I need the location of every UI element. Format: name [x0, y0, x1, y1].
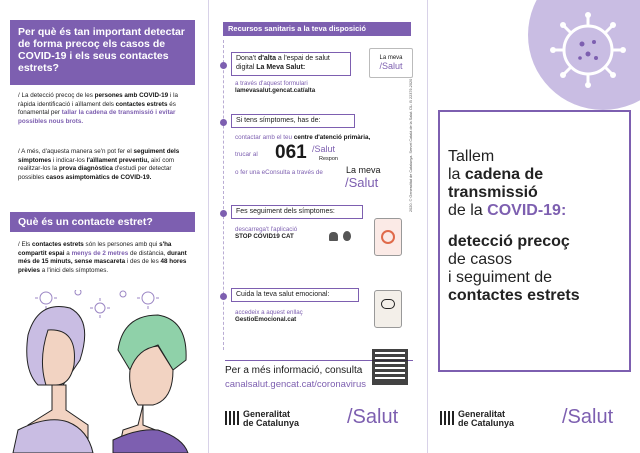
- salut-respon-brand: /Salut: [312, 144, 336, 154]
- title-line-1: Tallem: [448, 148, 495, 165]
- importance-header: Per què és tan important detectar de forma precoç els casos de COVID-19 i els seus contactes estrets?: [10, 20, 195, 85]
- emotional-health-box: Cuida la teva salut emocional:: [231, 288, 359, 302]
- subtitle-line-2: de casos: [448, 251, 513, 268]
- emotional-link[interactable]: GestioEmocional.cat: [235, 316, 297, 324]
- more-info-link[interactable]: canalsalut.gencat.cat/coronavirus: [225, 379, 366, 390]
- phone-app-icon: [374, 218, 402, 256]
- left-panel: [0, 0, 205, 453]
- salut-logo: /Salut: [562, 406, 614, 428]
- app-name[interactable]: STOP COVID19 CAT: [235, 233, 294, 241]
- app-download: descarrega't l'aplicació STOP COVID19 CAT: [235, 226, 298, 241]
- timeline-dot: [220, 62, 227, 69]
- generalitat-logo-text: Generalitat de Catalunya: [458, 409, 515, 429]
- title-line-2: la cadena de: [448, 166, 544, 183]
- legal-vertical-text: 2020. © Generalitat de Catalunya. Servei Català de la Salut. DL: B 22379-2020: [409, 78, 413, 212]
- timeline-line: [223, 40, 224, 350]
- register-form-hint: a través d'aquest formulari lamevasalut.gencat.cat/alta: [235, 80, 316, 95]
- monitoring-box: Fes seguiment dels símptomes:: [231, 205, 363, 219]
- contact-primary-care: contactar amb el teu centre d'atenció primària,: [235, 134, 371, 141]
- generalitat-logo-icon: [225, 411, 239, 425]
- android-icon[interactable]: [329, 232, 338, 241]
- follow-up-paragraph: / A més, d'aquesta manera se'n pot fer el seguiment dels símptomes i indicar-los l'aïllament preventiu, així com realitzar-los la prova diagnòstica d'estudi per detectar possibles casos asimptomàtics de COVID-19.: [18, 148, 180, 181]
- econsulta-line: o fer una eConsulta a través de: [235, 169, 323, 176]
- middle-panel: Recursos sanitaris a la teva disposició Dona't d'alta a l'espai de salut digital La Meva Salut: a través d'aquest formulari lamevasalut.gencat.cat/alta La meva /Salut Si tens símptomes, has de: contactar amb el teu centre d'atenció primària, trucar al 061 /Salut Respon o fer una eConsulta a través de La meva /Salut Fes seguiment dels símptomes: descarrega't l'aplicació STOP COVID19 CAT Cuida la teva salut emocional: accedeix a aquest enllaç GestioEmocional.cat Per a més informació, consulta canalsalut.gencat.cat/coronavirus 2020. © Generalitat de Catalunya. Servei Català de la Salut. DL: B 22379-2020 Generalitat de Catalunya /Salut: [208, 0, 423, 453]
- la-meva-salut-brand: /Salut: [345, 175, 379, 190]
- phone-emotional-icon: [374, 290, 402, 328]
- emotional-link-block: accedeix a aquest enllaç GestioEmocional.cat: [235, 309, 303, 324]
- cover-panel: [427, 0, 640, 453]
- salut-logo: /Salut: [347, 406, 399, 428]
- subtitle-line-4: contactes estrets: [448, 287, 580, 304]
- title-line-4: de la COVID-19:: [448, 202, 567, 219]
- symptoms-box: Si tens símptomes, has de:: [231, 114, 355, 128]
- close-contact-paragraph: / Els contactes estrets són les persones amb qui s'ha compartit espai a menys de 2 metres de distància, durant més de 15 minuts, sense mascareta i des de les 48 hores prèvies a l'inici dels símptomes.: [18, 241, 187, 274]
- resources-header: Recursos sanitaris a la teva disposició: [223, 22, 411, 36]
- more-info-text: Per a més informació, consulta: [225, 365, 363, 376]
- generalitat-logo-text: Generalitat de Catalunya: [243, 409, 300, 429]
- register-box: Dona't d'alta a l'espai de salut digital La Meva Salut:: [231, 52, 351, 76]
- qr-code[interactable]: [372, 349, 408, 385]
- timeline-dot: [220, 293, 227, 300]
- phone-number-061[interactable]: 061: [275, 142, 307, 163]
- subtitle-line-3: i seguiment de: [448, 269, 553, 286]
- early-detection-paragraph: / La detecció precoç de les persones amb COVID-19 i la ràpida identificació i aïllament dels contactes estrets és fonamental per tallar la cadena de transmissió i evitar possibles nous brots.: [18, 92, 178, 125]
- virus-icon: [548, 10, 628, 90]
- title-line-3: transmissió: [448, 184, 538, 201]
- timeline-dot: [220, 119, 227, 126]
- subtitle-line-1: detecció precoç: [448, 233, 570, 250]
- apple-icon[interactable]: [343, 231, 351, 241]
- monitor-icon: La meva /Salut: [369, 48, 413, 78]
- timeline-dot: [220, 210, 227, 217]
- two-people-illustration: [8, 290, 198, 453]
- left-person-face: [42, 330, 74, 385]
- close-contact-header: Què és un contacte estret?: [10, 212, 195, 232]
- call-label: trucar al: [235, 151, 258, 158]
- generalitat-logo-icon: [440, 411, 454, 425]
- register-link[interactable]: lamevasalut.gencat.cat/alta: [235, 87, 316, 95]
